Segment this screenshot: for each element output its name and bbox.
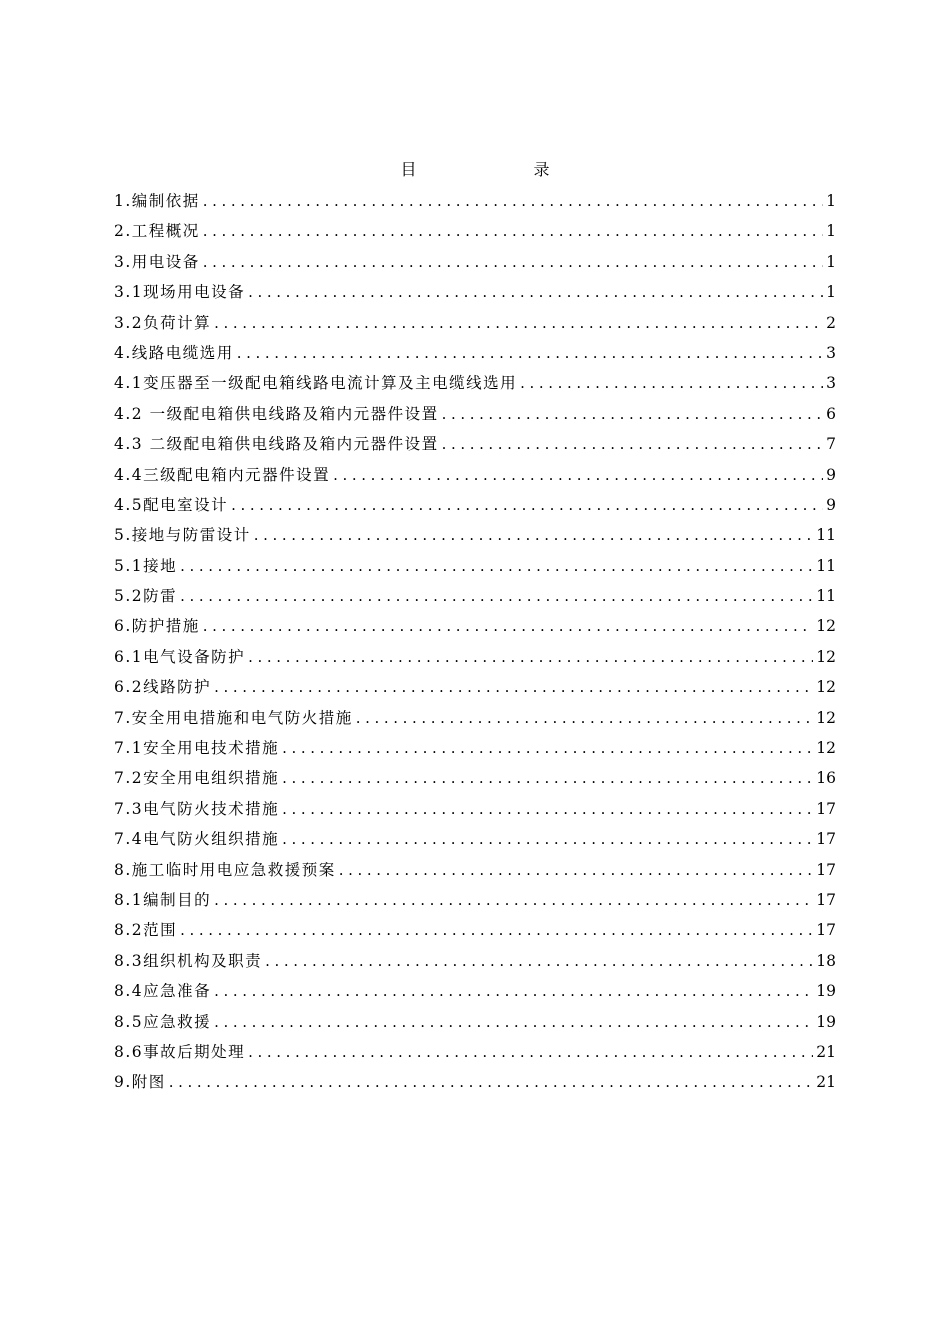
toc-entry[interactable] — [114, 551, 836, 581]
toc-dot-leader — [180, 915, 813, 945]
toc-entry-title: 7.2安全用电组织措施 — [114, 769, 280, 788]
toc-entry-page-number: 12 — [816, 647, 836, 666]
toc-entry-title: 3.2负荷计算 — [114, 313, 212, 332]
toc-entry[interactable] — [114, 186, 836, 216]
toc-entry[interactable] — [114, 611, 836, 641]
toc-dot-leader — [237, 338, 823, 368]
toc-entry-page-number: 11 — [816, 556, 836, 575]
toc-entry-page-number: 16 — [816, 769, 836, 788]
toc-title: 目 录 — [400, 160, 606, 179]
toc-entry-page-number: 21 — [816, 1042, 836, 1061]
toc-dot-leader — [203, 186, 823, 216]
toc-entry[interactable] — [114, 946, 836, 976]
toc-entry[interactable] — [114, 855, 836, 885]
toc-entry-title: 5.1接地 — [114, 556, 178, 575]
toc-entry[interactable] — [114, 1037, 836, 1067]
toc-entry[interactable] — [114, 703, 836, 733]
toc-entry[interactable] — [114, 490, 836, 520]
toc-dot-leader — [442, 429, 824, 459]
toc-entry-title: 6.防护措施 — [114, 617, 200, 636]
toc-entry-page-number: 12 — [816, 617, 836, 636]
toc-dot-leader — [231, 490, 823, 520]
toc-entry-page-number: 17 — [816, 830, 836, 849]
toc-dot-leader — [214, 1007, 813, 1037]
toc-dot-leader — [333, 460, 823, 490]
toc-dot-leader — [248, 642, 813, 672]
toc-entry[interactable] — [114, 581, 836, 611]
toc-entry-page-number: 18 — [816, 951, 836, 970]
toc-entry-page-number: 3 — [826, 374, 836, 393]
toc-dot-leader — [180, 581, 813, 611]
toc-entry-page-number: 17 — [816, 890, 836, 909]
toc-dot-leader — [265, 946, 813, 976]
toc-dot-leader — [169, 1067, 813, 1097]
toc-entry-title: 4.2 一级配电箱供电线路及箱内元器件设置 — [114, 404, 439, 423]
toc-entry-page-number: 21 — [816, 1073, 836, 1092]
toc-entry-page-number: 11 — [816, 526, 836, 545]
toc-entry[interactable] — [114, 460, 836, 490]
toc-entry-page-number: 9 — [826, 495, 836, 514]
toc-entry-title: 8.1编制目的 — [114, 890, 212, 909]
toc-entry-title: 8.4应急准备 — [114, 982, 212, 1001]
toc-entry[interactable] — [114, 247, 836, 277]
toc-entry-page-number: 17 — [816, 921, 836, 940]
toc-dot-leader — [248, 277, 823, 307]
toc-dot-leader — [214, 672, 813, 702]
toc-entry[interactable] — [114, 672, 836, 702]
toc-entry-page-number: 1 — [826, 252, 836, 271]
toc-dot-leader — [282, 824, 813, 854]
toc-entry-title: 7.4电气防火组织措施 — [114, 830, 280, 849]
toc-entry-title: 3.1现场用电设备 — [114, 283, 246, 302]
toc-entry-page-number: 19 — [816, 982, 836, 1001]
toc-entry-page-number: 1 — [826, 222, 836, 241]
toc-entry-title: 8.3组织机构及职责 — [114, 951, 263, 970]
toc-entry[interactable] — [114, 642, 836, 672]
toc-entry-title: 4.线路电缆选用 — [114, 343, 234, 362]
toc-entry[interactable] — [114, 824, 836, 854]
toc-dot-leader — [282, 733, 813, 763]
toc-entry-title: 6.2线路防护 — [114, 678, 212, 697]
toc-entry-page-number: 17 — [816, 860, 836, 879]
toc-dot-leader — [214, 308, 823, 338]
toc-entry[interactable] — [114, 308, 836, 338]
toc-dot-leader — [180, 551, 813, 581]
toc-entry[interactable] — [114, 520, 836, 550]
toc-entry-title: 6.1电气设备防护 — [114, 647, 246, 666]
toc-entry-page-number: 9 — [826, 465, 836, 484]
toc-entry-title: 4.4三级配电箱内元器件设置 — [114, 465, 331, 484]
toc-entry-page-number: 3 — [826, 343, 836, 362]
toc-entry-page-number: 19 — [816, 1012, 836, 1031]
toc-dot-leader — [214, 976, 813, 1006]
toc-entry[interactable] — [114, 216, 836, 246]
toc-dot-leader — [248, 1037, 813, 1067]
toc-entry-title: 5.2防雷 — [114, 587, 178, 606]
toc-entry[interactable] — [114, 1067, 836, 1097]
toc-entry[interactable] — [114, 733, 836, 763]
toc-entry-title: 3.用电设备 — [114, 252, 200, 271]
toc-entry-page-number: 2 — [826, 313, 836, 332]
toc-entry-page-number: 12 — [816, 739, 836, 758]
toc-entry-page-number: 6 — [826, 404, 836, 423]
toc-entry-page-number: 11 — [816, 587, 836, 606]
toc-entry-title: 7.3电气防火技术措施 — [114, 799, 280, 818]
toc-entry[interactable] — [114, 338, 836, 368]
toc-dot-leader — [254, 520, 813, 550]
toc-entry[interactable] — [114, 368, 836, 398]
toc-entry[interactable] — [114, 429, 836, 459]
table-of-contents — [114, 186, 836, 1098]
toc-entry-page-number: 12 — [816, 708, 836, 727]
toc-dot-leader — [203, 247, 823, 277]
toc-entry[interactable] — [114, 1007, 836, 1037]
toc-entry[interactable] — [114, 976, 836, 1006]
toc-entry-title: 8.2范围 — [114, 921, 178, 940]
toc-entry[interactable] — [114, 763, 836, 793]
toc-dot-leader — [282, 794, 813, 824]
toc-dot-leader — [442, 399, 824, 429]
toc-entry[interactable] — [114, 915, 836, 945]
toc-entry-title: 7.1安全用电技术措施 — [114, 739, 280, 758]
toc-entry-page-number: 1 — [826, 192, 836, 210]
toc-entry-title: 7.安全用电措施和电气防火措施 — [114, 708, 353, 727]
toc-entry-title: 1.编制依据 — [114, 192, 200, 210]
toc-entry[interactable] — [114, 277, 836, 307]
toc-dot-leader — [214, 885, 813, 915]
toc-entry-title: 4.3 二级配电箱供电线路及箱内元器件设置 — [114, 435, 439, 454]
toc-entry-page-number: 1 — [826, 283, 836, 302]
toc-entry-title: 9.附图 — [114, 1073, 166, 1092]
toc-entry-title: 8.5应急救援 — [114, 1012, 212, 1031]
toc-entry-title: 8.施工临时用电应急救援预案 — [114, 860, 336, 879]
toc-entry-page-number: 7 — [826, 435, 836, 454]
toc-entry-title: 5.接地与防雷设计 — [114, 526, 251, 545]
toc-dot-leader — [356, 703, 813, 733]
toc-entry-title: 2.工程概况 — [114, 222, 200, 241]
toc-dot-leader — [203, 216, 823, 246]
toc-entry-page-number: 17 — [816, 799, 836, 818]
toc-dot-leader — [520, 368, 823, 398]
toc-entry[interactable] — [114, 399, 836, 429]
toc-dot-leader — [203, 611, 813, 641]
toc-entry-title: 4.1变压器至一级配电箱线路电流计算及主电缆线选用 — [114, 374, 518, 393]
toc-entry-title: 8.6事故后期处理 — [114, 1042, 246, 1061]
toc-dot-leader — [339, 855, 813, 885]
toc-entry[interactable] — [114, 885, 836, 915]
toc-dot-leader — [282, 763, 813, 793]
toc-entry[interactable] — [114, 794, 836, 824]
toc-entry-page-number: 12 — [816, 678, 836, 697]
toc-entry-title: 4.5配电室设计 — [114, 495, 229, 514]
